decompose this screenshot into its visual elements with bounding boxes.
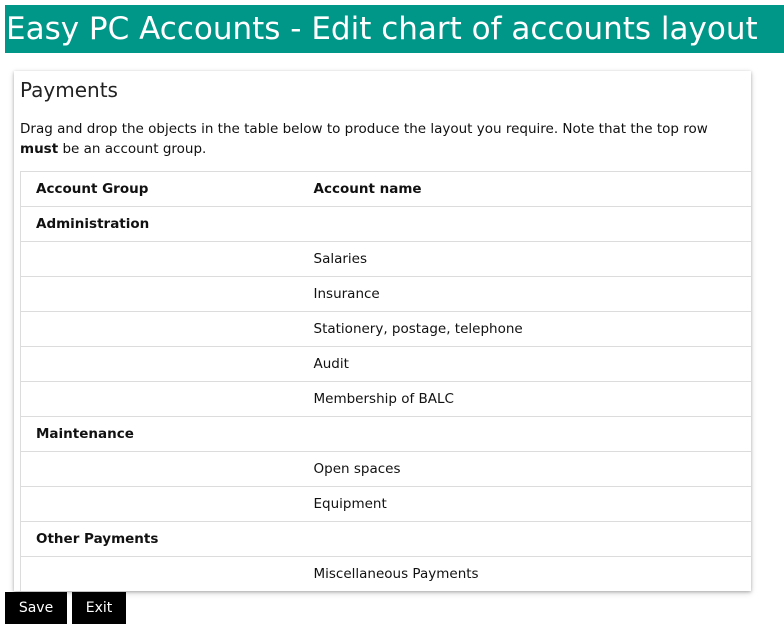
- account-group-cell: [21, 242, 299, 277]
- table-row-account[interactable]: [21, 242, 752, 277]
- instructions-part-1: Drag and drop the objects in the table below to produce the layout you require. Note that the top row: [20, 121, 708, 137]
- account-group-cell[interactable]: Maintenance: [21, 417, 299, 452]
- instructions-part-2: be an account group.: [58, 141, 207, 157]
- account-name-cell[interactable]: Miscellaneous Payments: [299, 557, 752, 592]
- table-row-account[interactable]: [21, 382, 752, 417]
- table-row-group[interactable]: [21, 522, 752, 557]
- save-button[interactable]: Save: [5, 592, 67, 624]
- table-row-account[interactable]: [21, 312, 752, 347]
- account-name-cell: [299, 417, 752, 452]
- column-header-account-name: Account name: [299, 172, 752, 207]
- table-row-account[interactable]: [21, 452, 752, 487]
- account-group-cell: [21, 382, 299, 417]
- column-header-account-group: Account Group: [21, 172, 299, 207]
- table-header-row: [21, 172, 752, 207]
- account-group-cell: [21, 487, 299, 522]
- accounts-layout-table: [20, 171, 751, 591]
- account-name-cell[interactable]: Salaries: [299, 242, 752, 277]
- table-row-account[interactable]: [21, 487, 752, 522]
- exit-button[interactable]: Exit: [72, 592, 126, 624]
- page-title: Easy PC Accounts - Edit chart of accounts layout: [6, 11, 758, 47]
- account-group-cell[interactable]: Administration: [21, 207, 299, 242]
- table-row-group[interactable]: [21, 417, 752, 452]
- card-title: Payments: [20, 78, 118, 102]
- table-row-account[interactable]: [21, 347, 752, 382]
- account-name-cell[interactable]: Equipment: [299, 487, 752, 522]
- account-group-cell: [21, 347, 299, 382]
- page-header: [5, 5, 784, 53]
- account-name-cell[interactable]: Audit: [299, 347, 752, 382]
- instructions-emphasis: must: [20, 141, 59, 157]
- account-name-cell: [299, 522, 752, 557]
- account-group-cell: [21, 557, 299, 592]
- table-row-group[interactable]: [21, 207, 752, 242]
- account-name-cell[interactable]: Membership of BALC: [299, 382, 752, 417]
- account-group-cell: [21, 312, 299, 347]
- account-name-cell: [299, 207, 752, 242]
- account-name-cell[interactable]: Open spaces: [299, 452, 752, 487]
- instructions-text: [20, 119, 740, 159]
- account-name-cell[interactable]: Stationery, postage, telephone: [299, 312, 752, 347]
- account-group-cell: [21, 452, 299, 487]
- account-group-cell[interactable]: Other Payments: [21, 522, 299, 557]
- table-row-account[interactable]: [21, 277, 752, 312]
- table-row-account[interactable]: [21, 557, 752, 592]
- layout-card: [14, 71, 751, 591]
- account-group-cell: [21, 277, 299, 312]
- account-name-cell[interactable]: Insurance: [299, 277, 752, 312]
